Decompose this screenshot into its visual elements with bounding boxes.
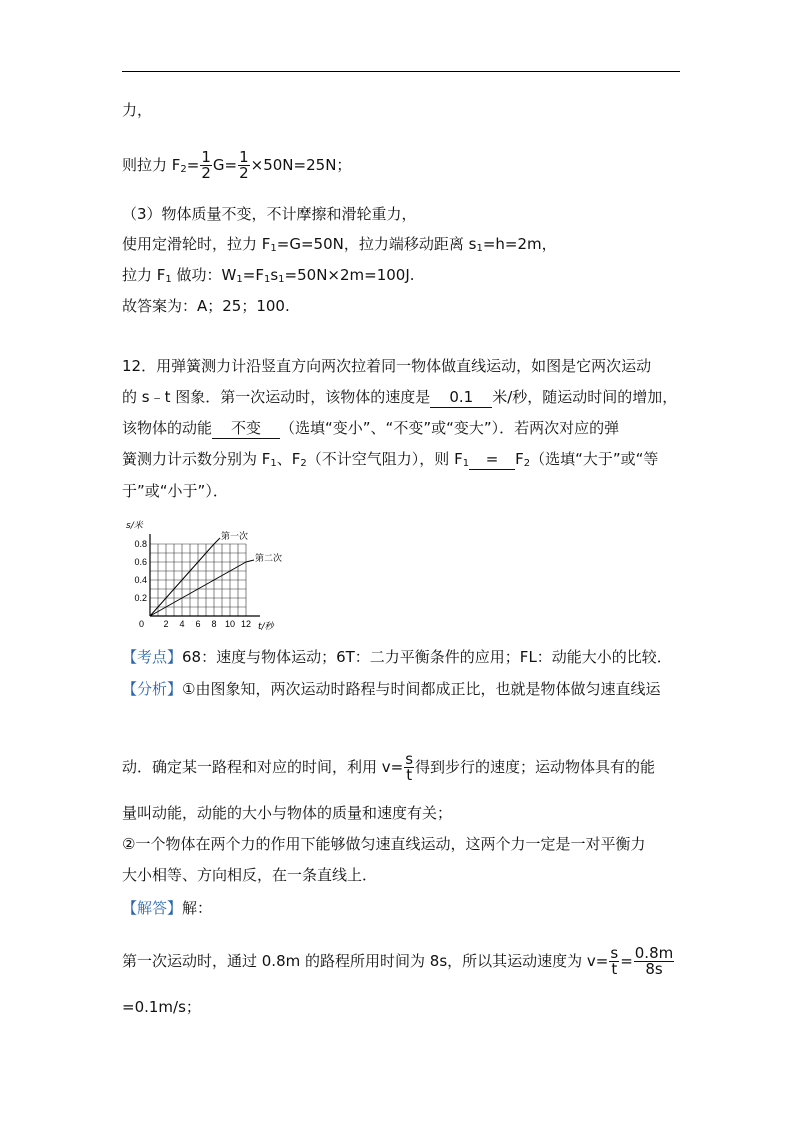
subscript: 1 (476, 243, 483, 254)
text: ×50N=25N； (250, 156, 352, 174)
question-text: 于”或“小于”）． (122, 482, 228, 500)
subscript: 2 (180, 164, 187, 175)
fraction-half (238, 150, 250, 181)
subscript: 1 (165, 274, 172, 285)
text: 68：速度与物体运动；6T：二力平衡条件的应用；FL：动能大小的比较． (182, 648, 672, 666)
answer-line: 故答案为：A；25；100. (122, 297, 290, 315)
jieda-tag: 【解答】 (122, 899, 183, 917)
text-line: 力， (122, 101, 153, 119)
numerator: 0.8m (634, 944, 674, 962)
text-line (122, 234, 557, 259)
fraction-s-over-t (404, 752, 414, 783)
fraction-s-over-t (609, 946, 619, 977)
text-line (122, 265, 415, 290)
numerator: s (610, 944, 619, 962)
fenxi-tag: 【分析】 (122, 680, 183, 698)
text: 动．确定某一路程和对应的时间，利用 v= (122, 758, 404, 776)
text: 、F (276, 450, 301, 468)
solution-line (122, 944, 675, 978)
denominator: 2 (239, 164, 249, 182)
answer-blank: = (469, 449, 515, 470)
text: 则拉力 F (122, 156, 181, 174)
text: ①由图象知，两次运动时路程与时间都成正比，也就是物体做匀速直线运 (182, 680, 661, 698)
text: 该物体的动能 (122, 419, 213, 437)
text: =50N×2m=100J. (284, 266, 415, 284)
denominator: 8s (645, 960, 663, 978)
subscript: 2 (523, 458, 531, 469)
subscript: 2 (300, 458, 307, 469)
text: =G=50N，拉力端移动距离 s (276, 235, 477, 253)
kaodian-tag: 【考点】 (122, 648, 183, 666)
x-tick-label: 8 (211, 619, 217, 629)
s-t-graph (122, 516, 292, 634)
text: 解： (182, 899, 213, 917)
text: =h=2m， (482, 235, 557, 253)
answer-blank: 0.1 (430, 387, 492, 408)
text: （不计空气阻力），则 F (306, 450, 463, 468)
force-equation (122, 148, 351, 187)
analysis-line (122, 679, 660, 699)
text: G= (212, 156, 238, 174)
subscript: 1 (270, 243, 277, 254)
text: 做功：W (171, 266, 237, 284)
y-axis-label: s/米 (126, 521, 143, 531)
denominator: 2 (201, 164, 211, 182)
question-text (122, 387, 677, 408)
subscript: 1 (263, 274, 271, 285)
answer-blank: 不变 (212, 418, 280, 439)
text: （选填“大于”或“等 (530, 450, 659, 468)
x-tick-label: 12 (240, 619, 252, 629)
y-tick-label: 0.4 (134, 575, 147, 585)
subscript: 1 (278, 274, 285, 285)
y-tick-label: 0.6 (134, 557, 147, 567)
text: 第一次运动时，通过 0.8m 的路程所用时间为 8s，所以其运动速度为 v= (122, 952, 609, 970)
text: 米/秒，随运动时间的增加， (492, 388, 678, 406)
denominator: t (406, 766, 413, 784)
question-text (122, 418, 619, 439)
numerator: 1 (239, 148, 249, 166)
analysis-line: 量叫动能，动能的大小与物体的质量和速度有关； (122, 804, 453, 822)
text: = (620, 952, 633, 970)
analysis-line: ②一个物体在两个力的作用下能够做匀速直线运动，这两个力一定是一对平衡力 (122, 835, 646, 853)
knowledge-point (122, 647, 672, 667)
subscript: 1 (236, 274, 243, 285)
x-tick-label: 10 (224, 619, 236, 629)
series-label: 第一次 (221, 532, 249, 542)
text: 拉力 F (122, 266, 166, 284)
text-line: （3）物体质量不变，不计摩擦和滑轮重力， (122, 205, 417, 223)
text: =F (242, 266, 264, 284)
x-tick-label: 4 (179, 619, 185, 629)
text: 使用定滑轮时，拉力 F (122, 235, 271, 253)
text: 得到步行的速度；运动物体具有的能 (415, 758, 656, 776)
numerator: 1 (201, 148, 211, 166)
fraction-speed (634, 946, 674, 977)
solution-header (122, 898, 212, 918)
analysis-line (122, 750, 655, 784)
fraction-half (200, 150, 212, 181)
question-text: 12．用弹簧测力计沿竖直方向两次拉着同一物体做直线运动，如图是它两次运动 (122, 357, 652, 375)
series-label-leader (246, 560, 254, 562)
origin-label: 0 (138, 619, 144, 629)
subscript: 1 (270, 458, 277, 469)
denominator: t (611, 960, 618, 978)
solution-line: =0.1m/s； (122, 998, 201, 1016)
text: （选填“变小”、“不变”或“变大”）．若两次对应的弹 (280, 419, 620, 437)
text: s (270, 266, 279, 284)
y-tick-label: 0.2 (134, 593, 147, 603)
header-rule (122, 71, 680, 72)
series-label: 第二次 (255, 554, 283, 564)
text: 簧测力计示数分别为 F (122, 450, 271, 468)
analysis-line: 大小相等、方向相反，在一条直线上． (122, 866, 378, 884)
text: F (515, 450, 524, 468)
numerator: s (405, 750, 414, 768)
x-axis-label: t/秒 (258, 622, 274, 632)
series-label-leader (214, 538, 220, 544)
text: 的 s﹣t 图象．第一次运动时，该物体的速度是 (122, 388, 431, 406)
question-text (122, 449, 658, 474)
x-tick-label: 2 (163, 619, 169, 629)
subscript: 1 (462, 458, 470, 469)
y-tick-label: 0.8 (134, 539, 147, 549)
text: = (186, 156, 200, 174)
x-tick-label: 6 (195, 619, 201, 629)
